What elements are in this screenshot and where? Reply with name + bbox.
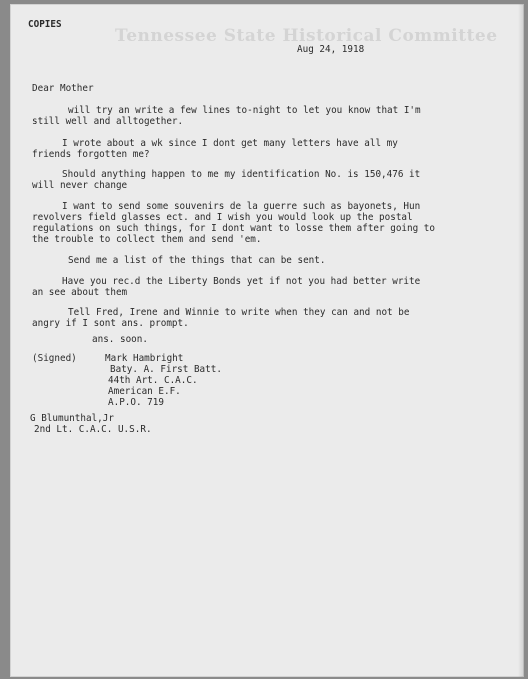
page-edge-shadow [518,4,524,677]
paragraph-6-line-2: an see about them [32,287,128,298]
letter-date: Aug 24, 1918 [297,44,365,55]
copies-label: COPIES [28,19,62,30]
paragraph-3-line-2: will never change [32,180,128,191]
paragraph-7-line-2: angry if I sont ans. prompt. [32,318,189,329]
paragraph-1-line-2: still well and alltogether. [32,116,184,127]
closing-line: ans. soon. [92,334,148,345]
signature-line-2: Baty. A. First Batt. [110,364,222,375]
document-page [10,4,524,677]
paragraph-5-line-1: Send me a list of the things that can be sent. [68,255,326,266]
paragraph-4-line-2: revolvers field glasses ect. and I wish you would look up the postal [32,212,413,223]
signed-label: (Signed) [32,353,77,364]
censor-name: G Blumunthal,Jr [30,413,114,424]
paragraph-4-line-1: I want to send some souvenirs de la guerre such as bayonets, Hun [62,201,421,212]
signature-line-5: A.P.O. 719 [108,397,164,408]
paragraph-6-line-1: Have you rec.d the Liberty Bonds yet if not you had better write [62,276,421,287]
paragraph-3-line-1: Should anything happen to me my identification No. is 150,476 it [62,169,421,180]
paragraph-1-line-1: will try an write a few lines to-night to let you know that I'm [68,105,421,116]
signature-line-4: American E.F. [108,386,181,397]
signature-line-3: 44th Art. C.A.C. [108,375,198,386]
paragraph-4-line-4: the trouble to collect them and send 'em. [32,234,262,245]
signature-line-1: Mark Hambright [105,353,184,364]
salutation: Dear Mother [32,83,94,94]
faded-letterhead-bleedthrough: Tennessee State Historical Committee [115,26,498,46]
paragraph-2-line-1: I wrote about a wk since I dont get many letters have all my [62,138,398,149]
paragraph-4-line-3: regulations on such things, for I dont want to losse them after going to [32,223,435,234]
paragraph-7-line-1: Tell Fred, Irene and Winnie to write when they can and not be [68,307,410,318]
paragraph-2-line-2: friends forgotten me? [32,149,150,160]
censor-rank: 2nd Lt. C.A.C. U.S.R. [34,424,152,435]
